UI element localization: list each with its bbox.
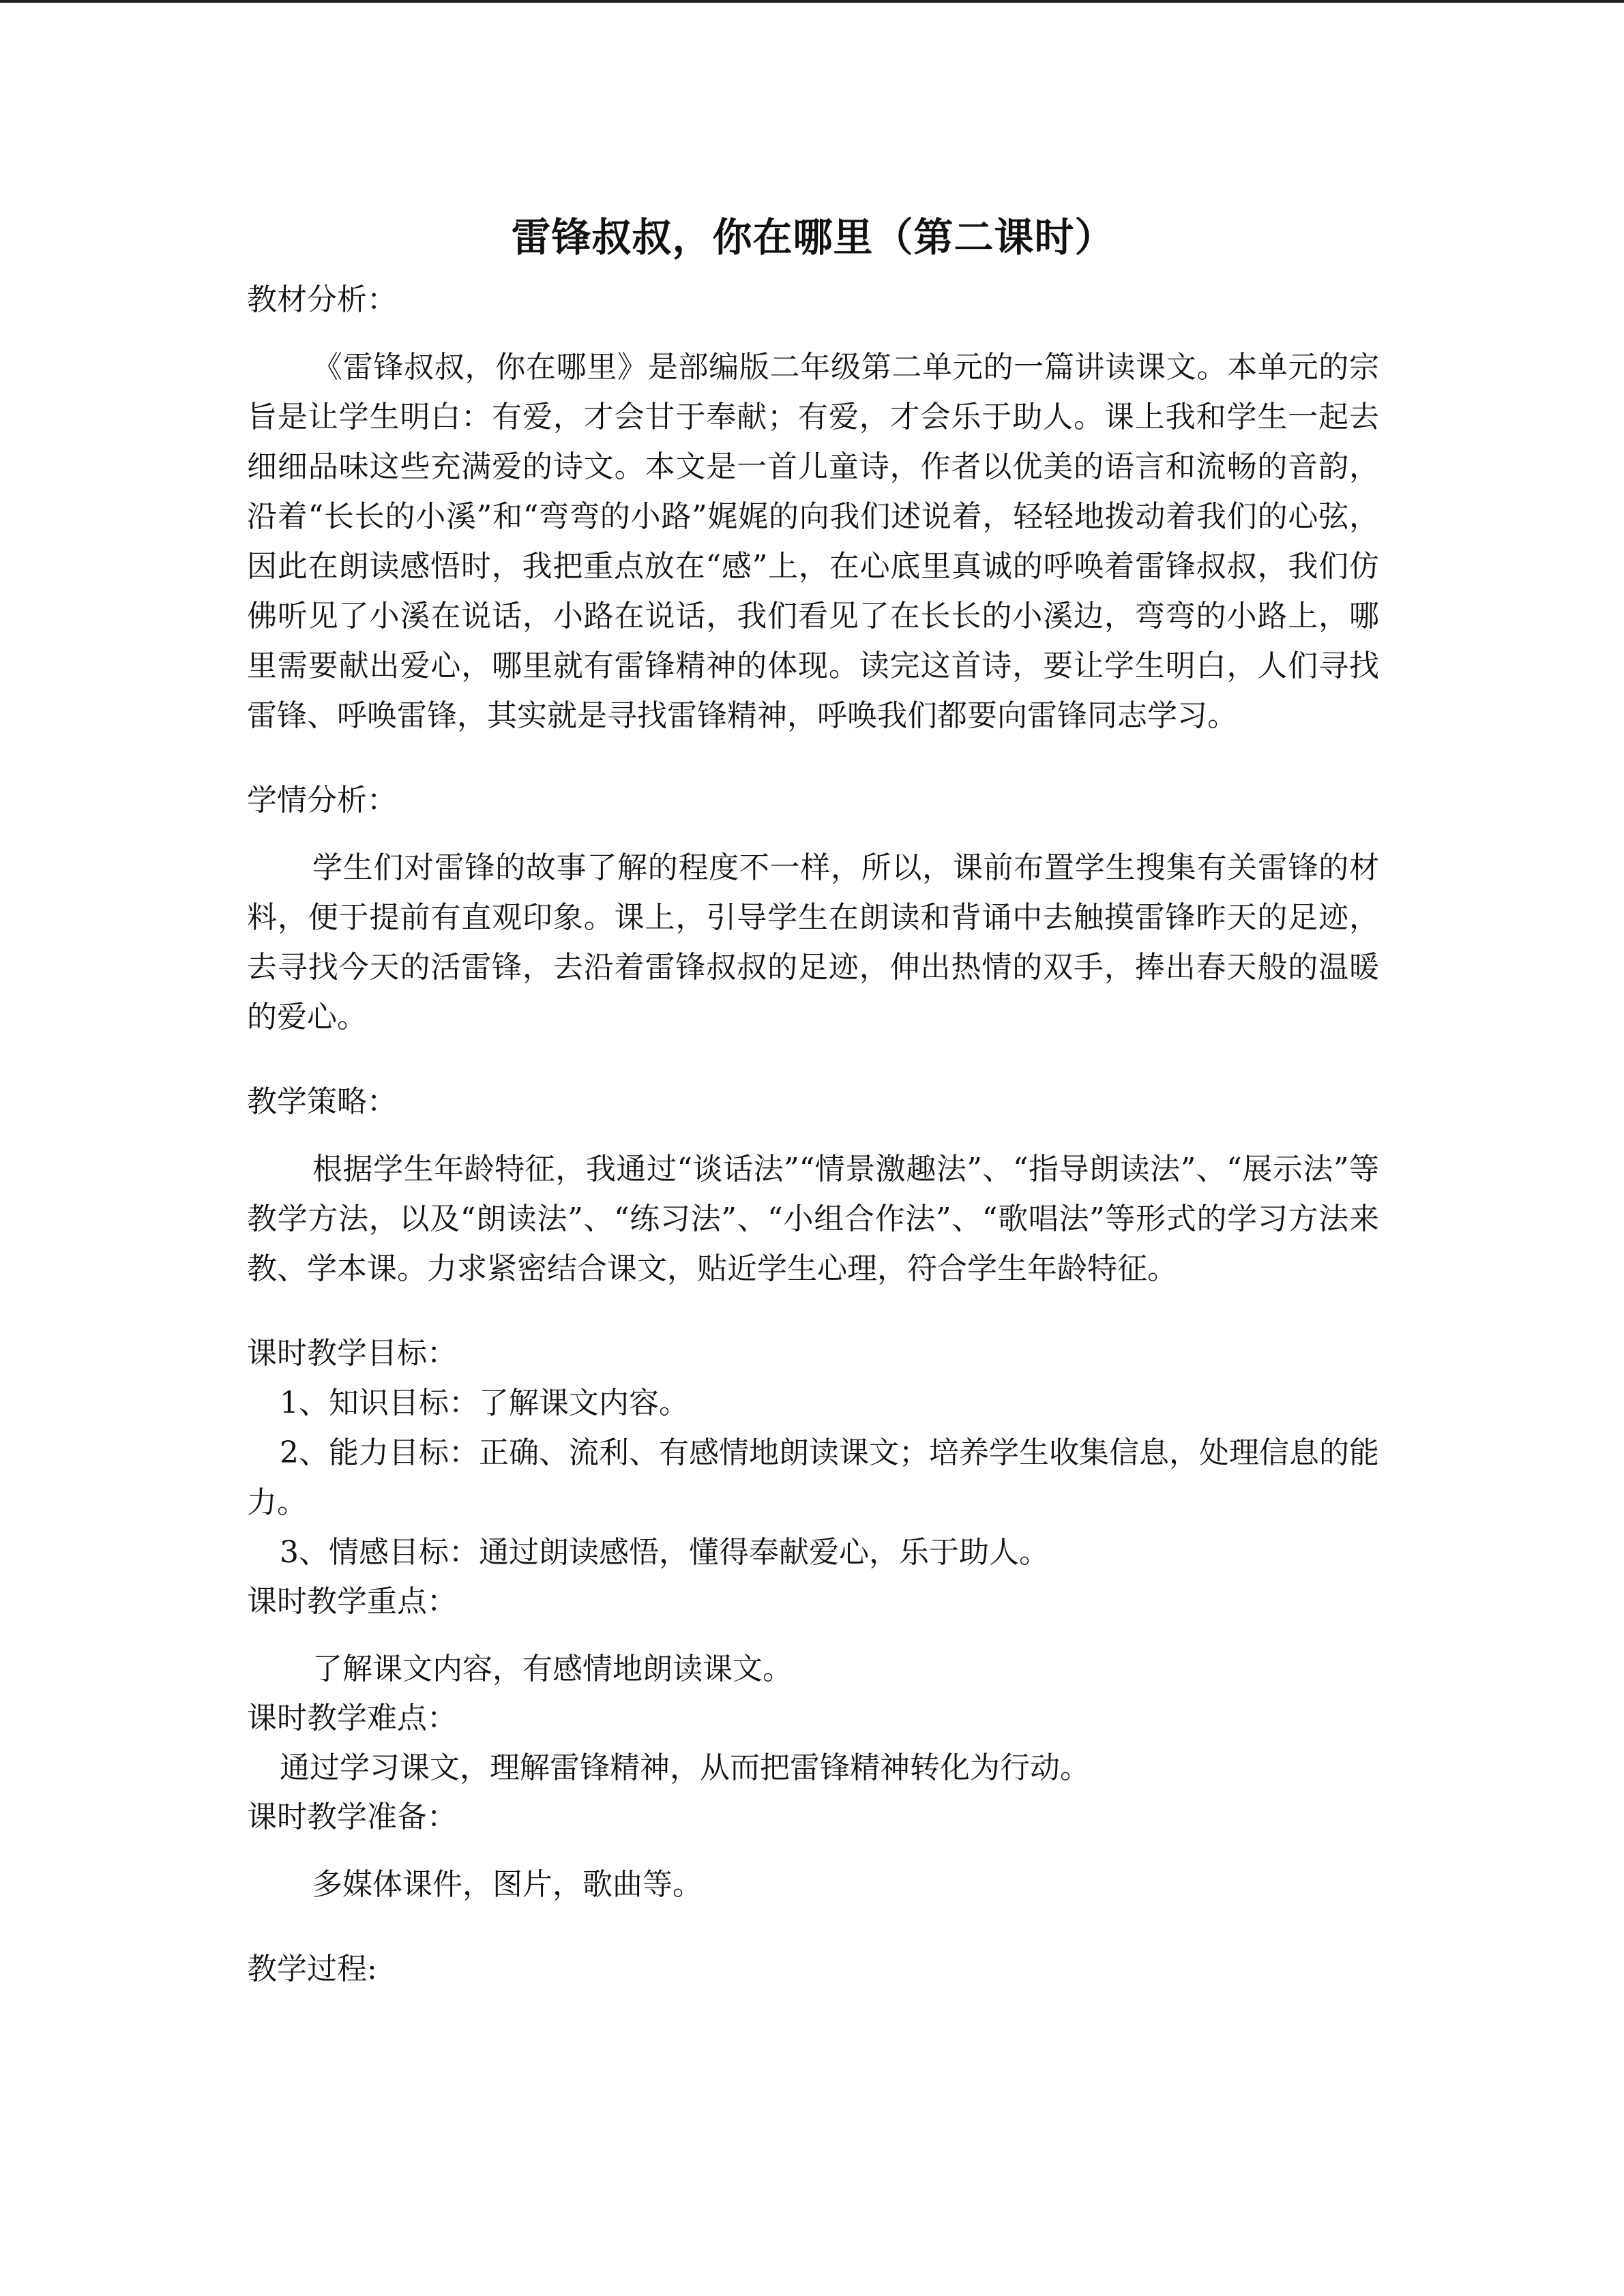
lesson-keypoint-text: 了解课文内容，有感情地朗读课文。 <box>312 1652 793 1686</box>
spacer <box>247 741 1379 776</box>
teaching-strategy-text: 根据学生年龄特征，我通过“谈话法”“情景激趣法”、“指导朗读法”、“展示法”等教学方法，以及“朗读法”、“练习法”、“小组合作法”、“歌唱法”等形式的学习方法来教、学本课。力求紧密结合课文，贴近学生心理，符合学生年龄特征。 <box>247 1152 1379 1286</box>
spacer <box>247 1626 1379 1644</box>
heading-teaching-strategy: 教学策略： <box>247 1084 397 1119</box>
spacer <box>247 1842 1379 1860</box>
heading-lesson-preparation: 课时教学准备： <box>247 1800 457 1834</box>
spacer <box>247 825 1379 843</box>
material-analysis-text: 《雷锋叔叔，你在哪里》是部编版二年级第二单元的一篇讲读课文。本单元的宗旨是让学生明白：有爱，才会甘于奉献；有爱，才会乐于助人。课上我和学生一起去细细品味这些充满爱的诗文。本文是一首儿童诗，作者以优美的语言和流畅的音韵，沿着“长长的小溪”和“弯弯的小路”娓娓的向我们述说着，轻轻地拨动着我们的心弦，因此在朗读感悟时，我把重点放在“感”上，在心底里真诚的呼唤着雷锋叔叔，我们仿佛听见了小溪在说话，小路在说话，我们看见了在长长的小溪边，弯弯的小路上，哪里需要献出爱心，哪里就有雷锋精神的体现。读完这首诗，要让学生明白，人们寻找雷锋、呼唤雷锋，其实就是寻找雷锋精神，呼唤我们都要向雷锋同志学习。 <box>247 350 1379 733</box>
spacer <box>247 1294 1379 1329</box>
heading-material-analysis: 教材分析： <box>247 282 397 317</box>
top-border-line <box>0 0 1624 3</box>
heading-lesson-keypoint: 课时教学重点： <box>247 1584 457 1619</box>
student-analysis-text: 学生们对雷锋的故事了解的程度不一样，所以，课前布置学生搜集有关雷锋的材料，便于提前有直观印象。课上，引导学生在朗读和背诵中去触摸雷锋昨天的足迹，去寻找今天的活雷锋，去沿着雷锋叔叔的足迹，伸出热情的双手，捧出春天般的温暖的爱心。 <box>247 850 1379 1034</box>
spacer <box>247 1909 1379 1945</box>
document-title: 雷锋叔叔，你在哪里（第二课时） <box>511 214 1115 260</box>
lesson-difficulty-text: 通过学习课文，理解雷锋精神，从而把雷锋精神转化为行动。 <box>280 1750 1090 1785</box>
goal-item-ability: 2、能力目标：正确、流利、有感情地朗读课文；培养学生收集信息，处理信息的能力。 <box>247 1435 1379 1520</box>
spacer <box>247 1127 1379 1144</box>
heading-lesson-difficulty: 课时教学难点： <box>247 1701 457 1735</box>
heading-student-analysis: 学情分析： <box>247 783 397 818</box>
heading-lesson-goals: 课时教学目标： <box>247 1336 457 1371</box>
spacer <box>247 1042 1379 1077</box>
goal-item-emotion: 3、情感目标：通过朗读感悟，懂得奉献爱心，乐于助人。 <box>280 1535 1049 1570</box>
document-page <box>247 205 1379 1994</box>
spacer <box>247 325 1379 342</box>
lesson-preparation-text: 多媒体课件，图片，歌曲等。 <box>312 1867 703 1902</box>
heading-teaching-process: 教学过程: <box>247 1952 377 1986</box>
goal-item-knowledge: 1、知识目标：了解课文内容。 <box>280 1386 689 1420</box>
